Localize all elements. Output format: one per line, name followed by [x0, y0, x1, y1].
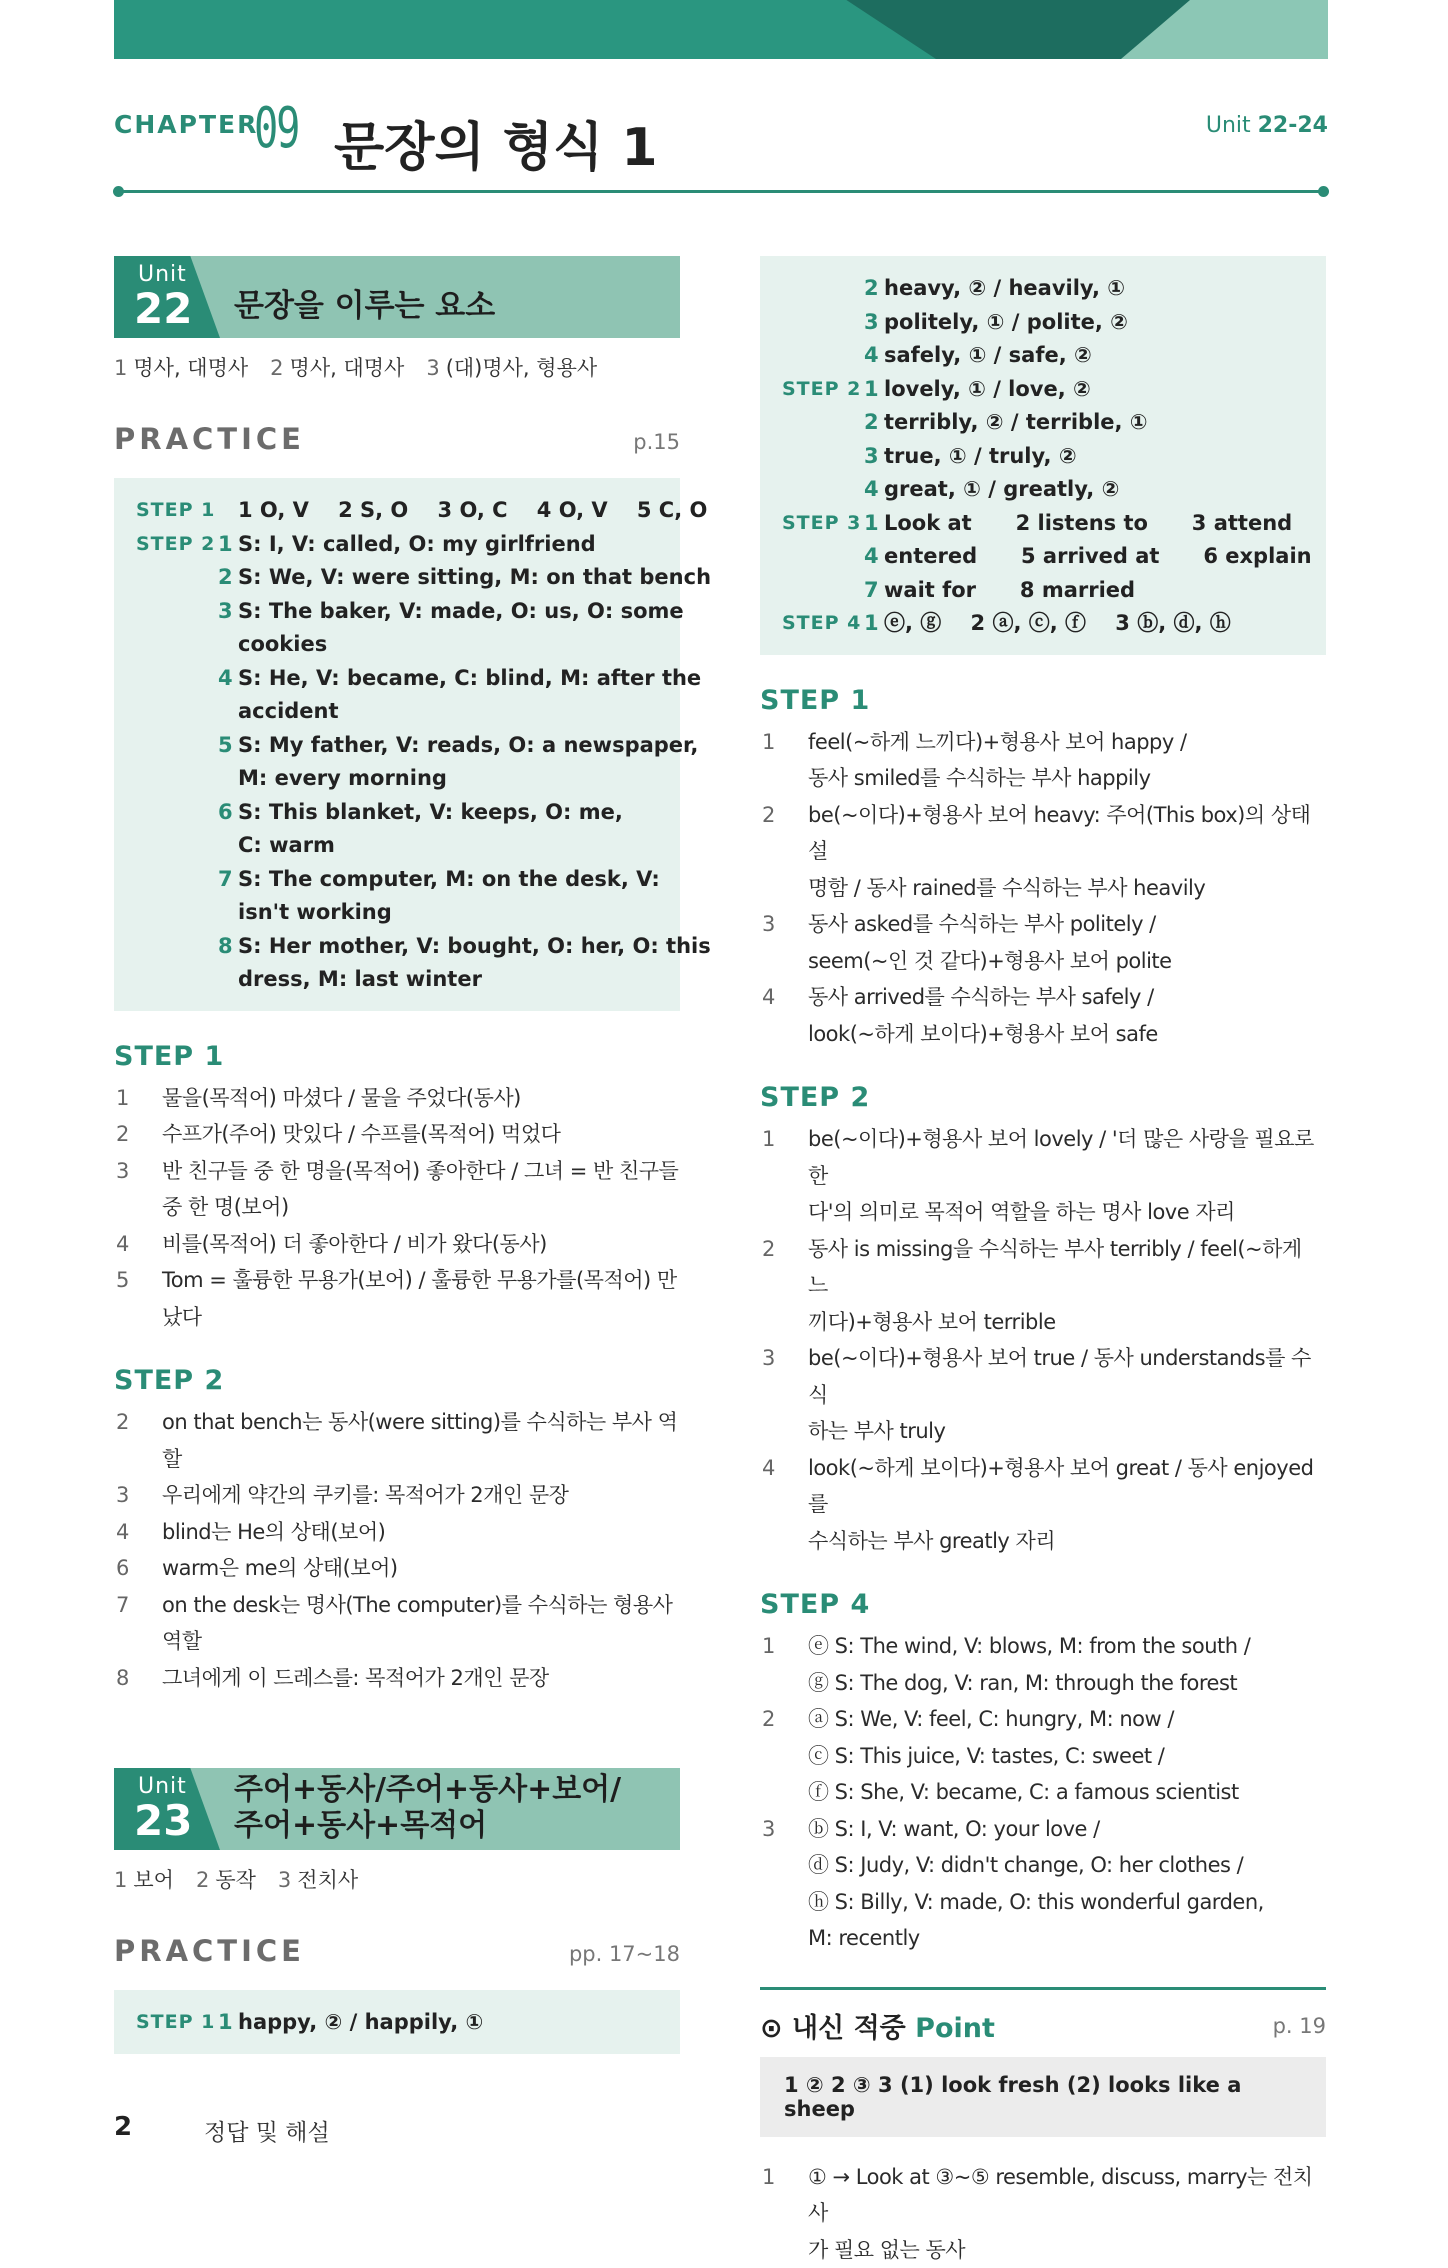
answer-row [136, 662, 658, 696]
item-text: on that bench는 동사(were sitting)를 수식하는 부사 역 [162, 1404, 680, 1441]
item-text: be(~이다)+형용사 보어 true / 동사 understands를 수식 [808, 1340, 1326, 1413]
practice-label: PRACTICE [114, 1934, 305, 1968]
answer-text: 명사, 대명사 [133, 356, 248, 380]
item-text: ⓔ S: The wind, V: blows, M: from the south / [808, 1628, 1326, 1665]
step-label [136, 662, 218, 696]
item-text: ⓗ S: Billy, V: made, O: this wonderful garden, [808, 1884, 1326, 1921]
item-number [760, 1774, 808, 1811]
practice-header [114, 1934, 680, 1974]
step-label: STEP 2 [136, 528, 218, 562]
item-number: 1 [864, 373, 884, 407]
item-text: ⓖ S: The dog, V: ran, M: through the forest [808, 1665, 1326, 1702]
item-text: ⓓ S: Judy, V: didn't change, O: her clothes / [808, 1847, 1326, 1884]
point-header [760, 1987, 1326, 2057]
item-number [760, 2232, 808, 2268]
list-item [760, 1016, 1326, 1053]
item-number [218, 762, 238, 796]
step-label [782, 473, 864, 507]
list-item [760, 2232, 1326, 2268]
answer-row [136, 695, 658, 729]
right-step-1-notes [760, 724, 1326, 1053]
item-number: 1 [218, 2006, 238, 2040]
answer-row [782, 507, 1304, 541]
answer-text: 동작 [215, 1868, 256, 1892]
item-number: 1 [760, 2159, 808, 2232]
item-number: 7 [864, 574, 884, 608]
item-number [218, 896, 238, 930]
item-text: S: He, V: became, C: blind, M: after the [238, 662, 701, 696]
item-text: 동사 asked를 수식하는 부사 politely / [808, 906, 1326, 943]
item-number: 4 [864, 473, 884, 507]
answer-number: 1 [114, 1868, 127, 1892]
point-answers-box: 1 ② 2 ③ 3 (1) look fresh (2) looks like a sheep [760, 2057, 1326, 2137]
item-text: blind는 He의 상태(보어) [162, 1514, 680, 1551]
list-item [760, 1884, 1326, 1921]
unit-22-practice-box [114, 478, 680, 1011]
item-number [114, 1441, 162, 1478]
item-number: 6 [218, 796, 238, 830]
footer-label: 정답 및 해설 [204, 2114, 330, 2147]
item-text: ⓑ S: I, V: want, O: your love / [808, 1811, 1326, 1848]
list-item [114, 1080, 680, 1117]
list-item [114, 1441, 680, 1478]
list-item [760, 1450, 1326, 1523]
item-number [760, 760, 808, 797]
list-item [760, 797, 1326, 870]
header-rule [118, 190, 1324, 193]
item-text: 동사 smiled를 수식하는 부사 happily [808, 760, 1326, 797]
step-label [782, 339, 864, 373]
answer-number: 2 [196, 1868, 209, 1892]
step-2-heading: STEP 2 [114, 1365, 680, 1396]
item-text: S: This blanket, V: keeps, O: me, [238, 796, 658, 830]
answer-row [782, 406, 1304, 440]
item-number [760, 1920, 808, 1957]
item-number: 5 [218, 729, 238, 763]
item-number: 3 [114, 1153, 162, 1190]
item-number: 4 [760, 1450, 808, 1523]
answer-row [782, 440, 1304, 474]
step-1-heading: STEP 1 [760, 685, 1326, 716]
item-number: 7 [114, 1587, 162, 1624]
answer-row [136, 2006, 658, 2040]
unit-title: 주어+동사/주어+동사+보어/ 주어+동사+목적어 [234, 1772, 621, 1844]
step-label [136, 863, 218, 897]
step-4-heading: STEP 4 [760, 1589, 1326, 1620]
answer-row [782, 574, 1304, 608]
item-number [760, 1413, 808, 1450]
step-label: STEP 2 [782, 373, 864, 407]
item-number [760, 1884, 808, 1921]
list-item [760, 760, 1326, 797]
chapter-number: 09 [254, 96, 298, 161]
item-number: 8 [114, 1660, 162, 1697]
answer-row [782, 607, 1304, 641]
item-text: S: I, V: called, O: my girlfriend [238, 528, 658, 562]
item-text: S: The baker, V: made, O: us, O: some [238, 595, 684, 629]
practice-page: pp. 17~18 [569, 1942, 680, 1966]
item-number: 6 [114, 1550, 162, 1587]
item-number: 3 [114, 1477, 162, 1514]
item-text: 물을(목적어) 마셨다 / 물을 주었다(동사) [162, 1080, 680, 1117]
item-number: 1 [760, 1121, 808, 1194]
answer-row [136, 561, 658, 595]
unit-23-practice-box [114, 1990, 680, 2054]
item-number [218, 829, 238, 863]
item-number: 8 [218, 930, 238, 964]
list-item [114, 1153, 680, 1190]
item-number: 2 [760, 1231, 808, 1304]
step-label [136, 762, 218, 796]
practice-label: PRACTICE [114, 422, 305, 456]
step-label [136, 729, 218, 763]
unit-title: 문장을 이루는 요소 [234, 280, 495, 325]
list-item [760, 2159, 1326, 2232]
item-number [218, 494, 238, 528]
item-text: S: We, V: were sitting, M: on that bench [238, 561, 711, 595]
item-text: M: recently [808, 1920, 1326, 1957]
list-item [114, 1550, 680, 1587]
step-label [136, 695, 218, 729]
list-item [760, 1665, 1326, 1702]
answer-row [782, 373, 1304, 407]
list-item [760, 1121, 1326, 1194]
step-label [782, 406, 864, 440]
item-number: 1 [218, 528, 238, 562]
page-number: 2 [114, 2112, 132, 2142]
item-text: dress, M: last winter [238, 963, 658, 997]
answer-text: 명사, 대명사 [290, 356, 405, 380]
item-number [760, 1523, 808, 1560]
item-text: heavy, ② / heavily, ① [884, 272, 1304, 306]
step-label [136, 595, 218, 629]
list-item [760, 1194, 1326, 1231]
answer-number: 3 [278, 1868, 291, 1892]
answer-row [136, 896, 658, 930]
item-text: on the desk는 명사(The computer)를 수식하는 형용사 [162, 1587, 680, 1624]
practice-page: p.15 [633, 430, 680, 454]
list-item [114, 1299, 680, 1336]
item-text: warm은 me의 상태(보어) [162, 1550, 680, 1587]
item-number [760, 1665, 808, 1702]
list-item [760, 1811, 1326, 1848]
item-number [218, 963, 238, 997]
list-item [114, 1404, 680, 1441]
unit-22-step-2-notes [114, 1404, 680, 1696]
right-step-2-notes [760, 1121, 1326, 1559]
list-item [760, 1774, 1326, 1811]
item-text: Tom = 훌륭한 무용가(보어) / 훌륭한 무용가를(목적어) 만 [162, 1262, 680, 1299]
item-text: 끼다)+형용사 보어 terrible [808, 1304, 1326, 1341]
item-text: 할 [162, 1441, 680, 1478]
answer-row [136, 863, 658, 897]
item-number: 3 [760, 1811, 808, 1848]
right-step-4-notes [760, 1628, 1326, 1957]
point-page: p. 19 [1273, 2014, 1326, 2038]
item-text: 명함 / 동사 rained를 수식하는 부사 heavily [808, 870, 1326, 907]
step-label [782, 574, 864, 608]
item-number: 3 [864, 306, 884, 340]
item-text: safely, ① / safe, ② [884, 339, 1304, 373]
step-label [782, 306, 864, 340]
unit-23-header [114, 1768, 680, 1850]
item-text: ① → Look at ③~⑤ resemble, discuss, marry는 전치사 [808, 2159, 1326, 2232]
item-number: 2 [864, 272, 884, 306]
item-number: 1 [114, 1080, 162, 1117]
answer-row [782, 306, 1304, 340]
list-item [760, 1628, 1326, 1665]
answer-row [136, 595, 658, 629]
list-item [760, 1847, 1326, 1884]
step-label [782, 440, 864, 474]
item-number: 2 [114, 1404, 162, 1441]
list-item [760, 1304, 1326, 1341]
list-item [114, 1623, 680, 1660]
answer-row [782, 272, 1304, 306]
step-label [782, 272, 864, 306]
item-number: 4 [864, 339, 884, 373]
item-text: feel(~하게 느끼다)+형용사 보어 happy / [808, 724, 1326, 761]
item-text: 반 친구들 중 한 명을(목적어) 좋아한다 / 그녀 = 반 친구들 [162, 1153, 680, 1190]
answer-number: 2 [270, 356, 283, 380]
item-text: isn't working [238, 896, 658, 930]
point-title: ⊙ 내신 적중 Point [760, 2006, 995, 2045]
unit-word: Unit [138, 1774, 187, 1799]
answer-number: 1 [114, 356, 127, 380]
right-column [760, 256, 1326, 2268]
item-number [218, 695, 238, 729]
list-item [114, 1262, 680, 1299]
answer-row [136, 528, 658, 562]
item-number: 4 [760, 979, 808, 1016]
answer-row [136, 796, 658, 830]
item-text: 중 한 명(보어) [162, 1189, 680, 1226]
item-text: 다'의 의미로 목적어 역할을 하는 명사 love 자리 [808, 1194, 1326, 1231]
list-item [760, 943, 1326, 980]
item-text: ⓔ, ⓖ 2 ⓐ, ⓒ, ⓕ 3 ⓑ, ⓓ, ⓗ [884, 607, 1304, 641]
unit-number: 23 [134, 1796, 192, 1845]
item-number: 1 [760, 724, 808, 761]
item-text: Look at 2 listens to 3 attend [884, 507, 1304, 541]
item-text: 가 필요 없는 동사 [808, 2232, 1326, 2268]
item-number [760, 870, 808, 907]
list-item [114, 1116, 680, 1153]
list-item [760, 1738, 1326, 1775]
item-text: ⓕ S: She, V: became, C: a famous scientist [808, 1774, 1326, 1811]
item-text: look(~하게 보이다)+형용사 보어 safe [808, 1016, 1326, 1053]
item-number: 4 [114, 1226, 162, 1263]
chapter-title: 문장의 형식 1 [334, 105, 658, 180]
item-number: 3 [760, 906, 808, 943]
item-number [760, 1738, 808, 1775]
list-item [760, 1701, 1326, 1738]
list-item [114, 1477, 680, 1514]
item-number: 2 [864, 406, 884, 440]
answer-row [136, 963, 658, 997]
item-text: 수프가(주어) 맛있다 / 수프를(목적어) 먹었다 [162, 1116, 680, 1153]
chapter-label: CHAPTER [114, 110, 258, 139]
item-text: happy, ② / happily, ① [238, 2006, 658, 2040]
item-text: 났다 [162, 1299, 680, 1336]
item-text: be(~이다)+형용사 보어 lovely / '더 많은 사랑을 필요로 한 [808, 1121, 1326, 1194]
unit-range: Unit 22-24 [1206, 113, 1328, 138]
item-text: ⓐ S: We, V: feel, C: hungry, M: now / [808, 1701, 1326, 1738]
step-label: STEP 4 [782, 607, 864, 641]
answer-number: 3 [426, 356, 439, 380]
item-number: 5 [114, 1262, 162, 1299]
item-text: S: My father, V: reads, O: a newspaper, [238, 729, 698, 763]
item-number: 2 [218, 561, 238, 595]
list-item [760, 724, 1326, 761]
list-item [760, 1920, 1326, 1957]
list-item [114, 1587, 680, 1624]
item-text: accident [238, 695, 658, 729]
item-number: 3 [218, 595, 238, 629]
item-text: be(~이다)+형용사 보어 heavy: 주어(This box)의 상태 설 [808, 797, 1326, 870]
item-number: 1 [864, 607, 884, 641]
list-item [760, 1413, 1326, 1450]
answer-text: 전치사 [297, 1868, 358, 1892]
step-1-heading: STEP 1 [114, 1041, 680, 1072]
point-notes [760, 2159, 1326, 2268]
item-text: look(~하게 보이다)+형용사 보어 great / 동사 enjoyed를 [808, 1450, 1326, 1523]
answer-row [136, 494, 658, 528]
answer-row [782, 540, 1304, 574]
answer-row [136, 628, 658, 662]
unit-22-answers [114, 352, 680, 382]
list-item [760, 1523, 1326, 1560]
item-text: S: The computer, M: on the desk, V: [238, 863, 660, 897]
item-number: 2 [760, 797, 808, 870]
list-item [114, 1189, 680, 1226]
unit-23-answers [114, 1864, 680, 1894]
item-text: great, ① / greatly, ② [884, 473, 1304, 507]
step-2-heading: STEP 2 [760, 1082, 1326, 1113]
item-number [114, 1189, 162, 1226]
item-text: 동사 arrived를 수식하는 부사 safely / [808, 979, 1326, 1016]
item-text: S: Her mother, V: bought, O: her, O: this [238, 930, 711, 964]
item-text: seem(~인 것 같다)+형용사 보어 polite [808, 943, 1326, 980]
answer-row [136, 729, 658, 763]
item-text: 그녀에게 이 드레스를: 목적어가 2개인 문장 [162, 1660, 680, 1697]
step-label [136, 896, 218, 930]
answer-row [136, 829, 658, 863]
top-color-band [114, 0, 1328, 59]
step-label: STEP 1 [136, 494, 218, 528]
step-label [136, 829, 218, 863]
step-label: STEP 1 [136, 2006, 218, 2040]
item-text: 하는 부사 truly [808, 1413, 1326, 1450]
list-item [114, 1226, 680, 1263]
item-number: 2 [760, 1701, 808, 1738]
item-number: 4 [218, 662, 238, 696]
left-column [114, 256, 680, 2054]
step-label: STEP 3 [782, 507, 864, 541]
item-text: cookies [238, 628, 658, 662]
item-number [114, 1299, 162, 1336]
step-label [136, 561, 218, 595]
item-number [760, 1847, 808, 1884]
step-label [136, 796, 218, 830]
item-number [760, 943, 808, 980]
item-text: wait for 8 married [884, 574, 1304, 608]
item-number [114, 1623, 162, 1660]
item-number: 4 [114, 1514, 162, 1551]
answer-row [136, 930, 658, 964]
item-number [760, 1304, 808, 1341]
item-text: 수식하는 부사 greatly 자리 [808, 1523, 1326, 1560]
item-text: M: every morning [238, 762, 658, 796]
unit-23-practice-continued-box [760, 256, 1326, 655]
list-item [760, 1340, 1326, 1413]
item-number [760, 1194, 808, 1231]
unit-number: 22 [134, 284, 192, 333]
item-text: terribly, ② / terrible, ① [884, 406, 1304, 440]
item-text: ⓒ S: This juice, V: tastes, C: sweet / [808, 1738, 1326, 1775]
list-item [760, 906, 1326, 943]
item-number: 3 [864, 440, 884, 474]
list-item [760, 870, 1326, 907]
step-label [136, 628, 218, 662]
item-text: true, ① / truly, ② [884, 440, 1304, 474]
item-number: 7 [218, 863, 238, 897]
item-text: C: warm [238, 829, 658, 863]
item-text: 비를(목적어) 더 좋아한다 / 비가 왔다(동사) [162, 1226, 680, 1263]
item-text: 1 O, V 2 S, O 3 O, C 4 O, V 5 C, O [238, 494, 707, 528]
item-number: 1 [760, 1628, 808, 1665]
practice-header [114, 422, 680, 462]
unit-word: Unit [138, 262, 187, 287]
item-number: 2 [114, 1116, 162, 1153]
list-item [114, 1514, 680, 1551]
answer-text: (대)명사, 형용사 [446, 356, 597, 380]
item-text: 동사 is missing을 수식하는 부사 terribly / feel(~하게 느 [808, 1231, 1326, 1304]
item-number: 1 [864, 507, 884, 541]
step-label [136, 963, 218, 997]
item-number: 4 [864, 540, 884, 574]
item-text: 역할 [162, 1623, 680, 1660]
unit-22-step-1-notes [114, 1080, 680, 1336]
step-label [136, 930, 218, 964]
answer-row [782, 339, 1304, 373]
answer-text: 보어 [133, 1868, 174, 1892]
item-text: politely, ① / polite, ② [884, 306, 1304, 340]
step-label [782, 540, 864, 574]
unit-22-header [114, 256, 680, 338]
item-number: 3 [760, 1340, 808, 1413]
list-item [760, 979, 1326, 1016]
answer-row [136, 762, 658, 796]
item-text: lovely, ① / love, ② [884, 373, 1304, 407]
item-number [760, 1016, 808, 1053]
list-item [760, 1231, 1326, 1304]
item-text: 우리에게 약간의 쿠키를: 목적어가 2개인 문장 [162, 1477, 680, 1514]
item-text: entered 5 arrived at 6 explain [884, 540, 1312, 574]
list-item [114, 1660, 680, 1697]
item-number [218, 628, 238, 662]
answer-row [782, 473, 1304, 507]
